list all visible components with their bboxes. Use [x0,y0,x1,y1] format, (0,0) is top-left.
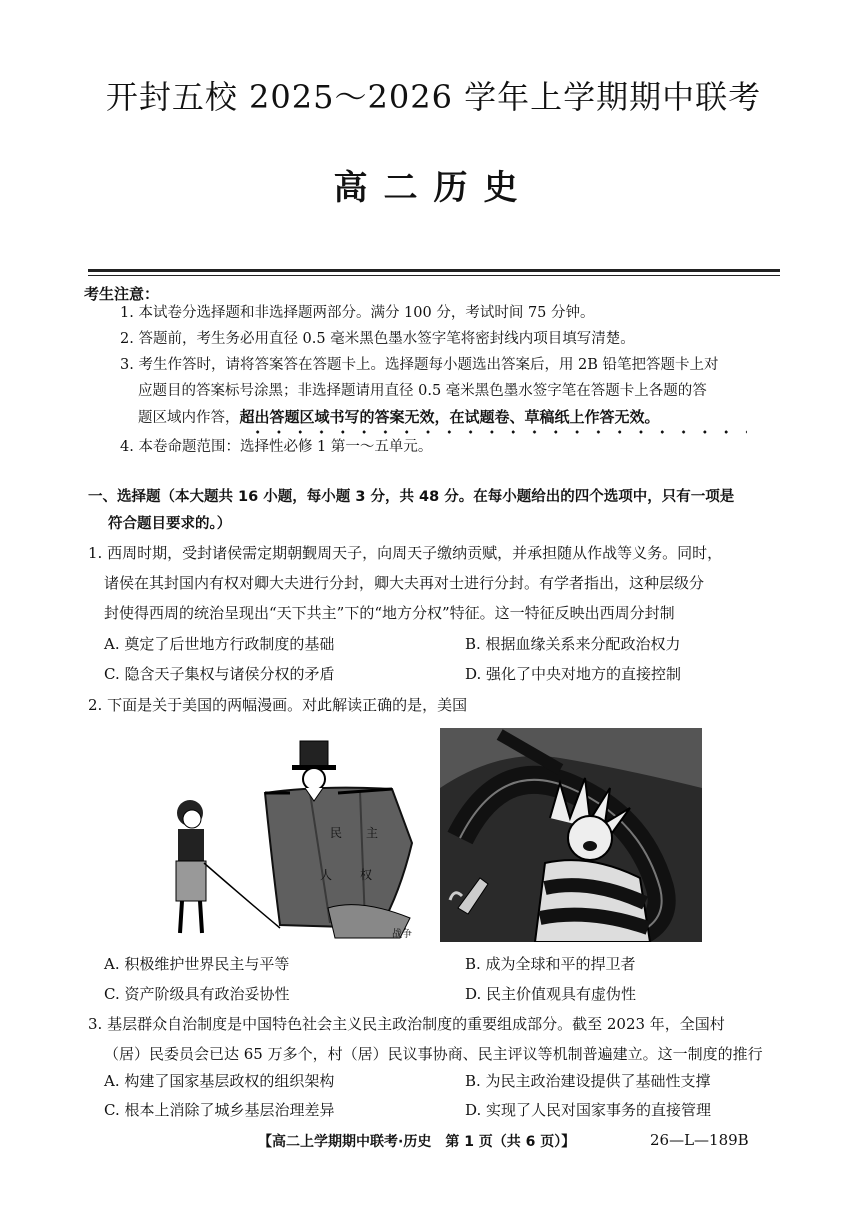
q1-option-b: B. 根据血缘关系来分配政治权力 [465,635,681,653]
paper-code: 26—L—189B [650,1131,749,1149]
q1-stem-line-1: 1. 西周时期，受封诸侯需定期朝觐周天子，向周天子缴纳贡赋，并承担随从作战等义务。同时， [88,544,723,562]
notice-emphasis: 超出答题区域书写的答案无效，在试题卷、草稿纸上作答无效。 [239,408,660,426]
notice-item-3-line-1: 3. 考生作答时，请将答案答在答题卡上。选择题每小题选出答案后，用 2B 铅笔把答题卡上对 [120,357,719,373]
q1-option-a: A. 奠定了后世地方行政制度的基础 [104,635,335,653]
q3-option-a: A. 构建了国家基层政权的组织架构 [104,1072,335,1090]
notice-item-3-line-3-plain: 题区域内作答， [138,410,240,426]
q3-stem-line-2: （居）民委员会已达 65 万多个，村（居）民议事协商、民主评议等机制普遍建立。这一制度的推行 [104,1045,763,1063]
curtain-text-1: 民 [330,826,343,840]
curtain-text-2: 主 [366,826,379,840]
curtain-text-3: 人 [320,868,333,882]
header-divider-thin [88,275,780,276]
notice-item-1: 1. 本试卷分选择题和非选择题两部分。满分 100 分，考试时间 75 分钟。 [120,305,595,321]
q2-stem: 2. 下面是关于美国的两幅漫画。对此解读正确的是，美国 [88,696,468,714]
section-heading-line-1: 一、选择题（本大题共 16 小题，每小题 3 分，共 48 分。在每小题给出的四个选项中，只有一项是 [88,489,735,505]
notice-item-3-line-3 [138,404,788,431]
q3-stem-line-1: 3. 基层群众自治制度是中国特色社会主义民主政治制度的重要组成部分。截至 2023 年，全国村 [88,1015,725,1033]
q1-stem-line-3: 封使得西周的统治呈现出“天下共主”下的“地方分权”特征。这一特征反映出西周分封制 [104,604,675,622]
notice-item-3-line-2: 应题目的答案标号涂黑；非选择题请用直径 0.5 毫米黑色墨水签字笔在答题卡上各题的答 [138,383,707,399]
cartoon-statue-of-liberty [440,728,702,942]
q2-option-c: C. 资产阶级具有政治妥协性 [104,985,290,1003]
rubble-text: 战争 [392,929,412,940]
cartoon-democracy-curtain [160,733,435,948]
exam-subject: 高二历史 [333,168,534,208]
q1-option-d: D. 强化了中央对地方的直接控制 [465,665,682,683]
q1-stem-line-2: 诸侯在其封国内有权对卿大夫进行分封，卿大夫再对士进行分封。有学者指出，这种层级分 [104,574,705,592]
notice-heading: 考生注意： [84,285,160,303]
page-footer: 【高二上学期期中联考·历史 第 1 页（共 6 页）】 [258,1134,576,1150]
q2-option-a: A. 积极维护世界民主与平等 [104,955,290,973]
header-divider-thick [88,269,780,272]
exam-title: 开封五校 2025～2026 学年上学期期中联考 [105,78,762,116]
section-heading-line-2: 符合题目要求的。） [108,516,232,532]
q3-option-b: B. 为民主政治建设提供了基础性支撑 [465,1072,711,1090]
q3-option-d: D. 实现了人民对国家事务的直接管理 [465,1101,712,1119]
q2-option-b: B. 成为全球和平的捍卫者 [465,955,636,973]
q2-option-d: D. 民主价值观具有虚伪性 [465,985,637,1003]
notice-item-4: 4. 本卷命题范围：选择性必修 1 第一～五单元。 [120,439,433,455]
q3-option-c: C. 根本上消除了城乡基层治理差异 [104,1101,335,1119]
q1-option-c: C. 隐含天子集权与诸侯分权的矛盾 [104,665,335,683]
notice-item-2: 2. 答题前，考生务必用直径 0.5 毫米黑色墨水签字笔将密封线内项目填写清楚。 [120,331,635,347]
curtain-text-4: 权 [360,868,373,882]
